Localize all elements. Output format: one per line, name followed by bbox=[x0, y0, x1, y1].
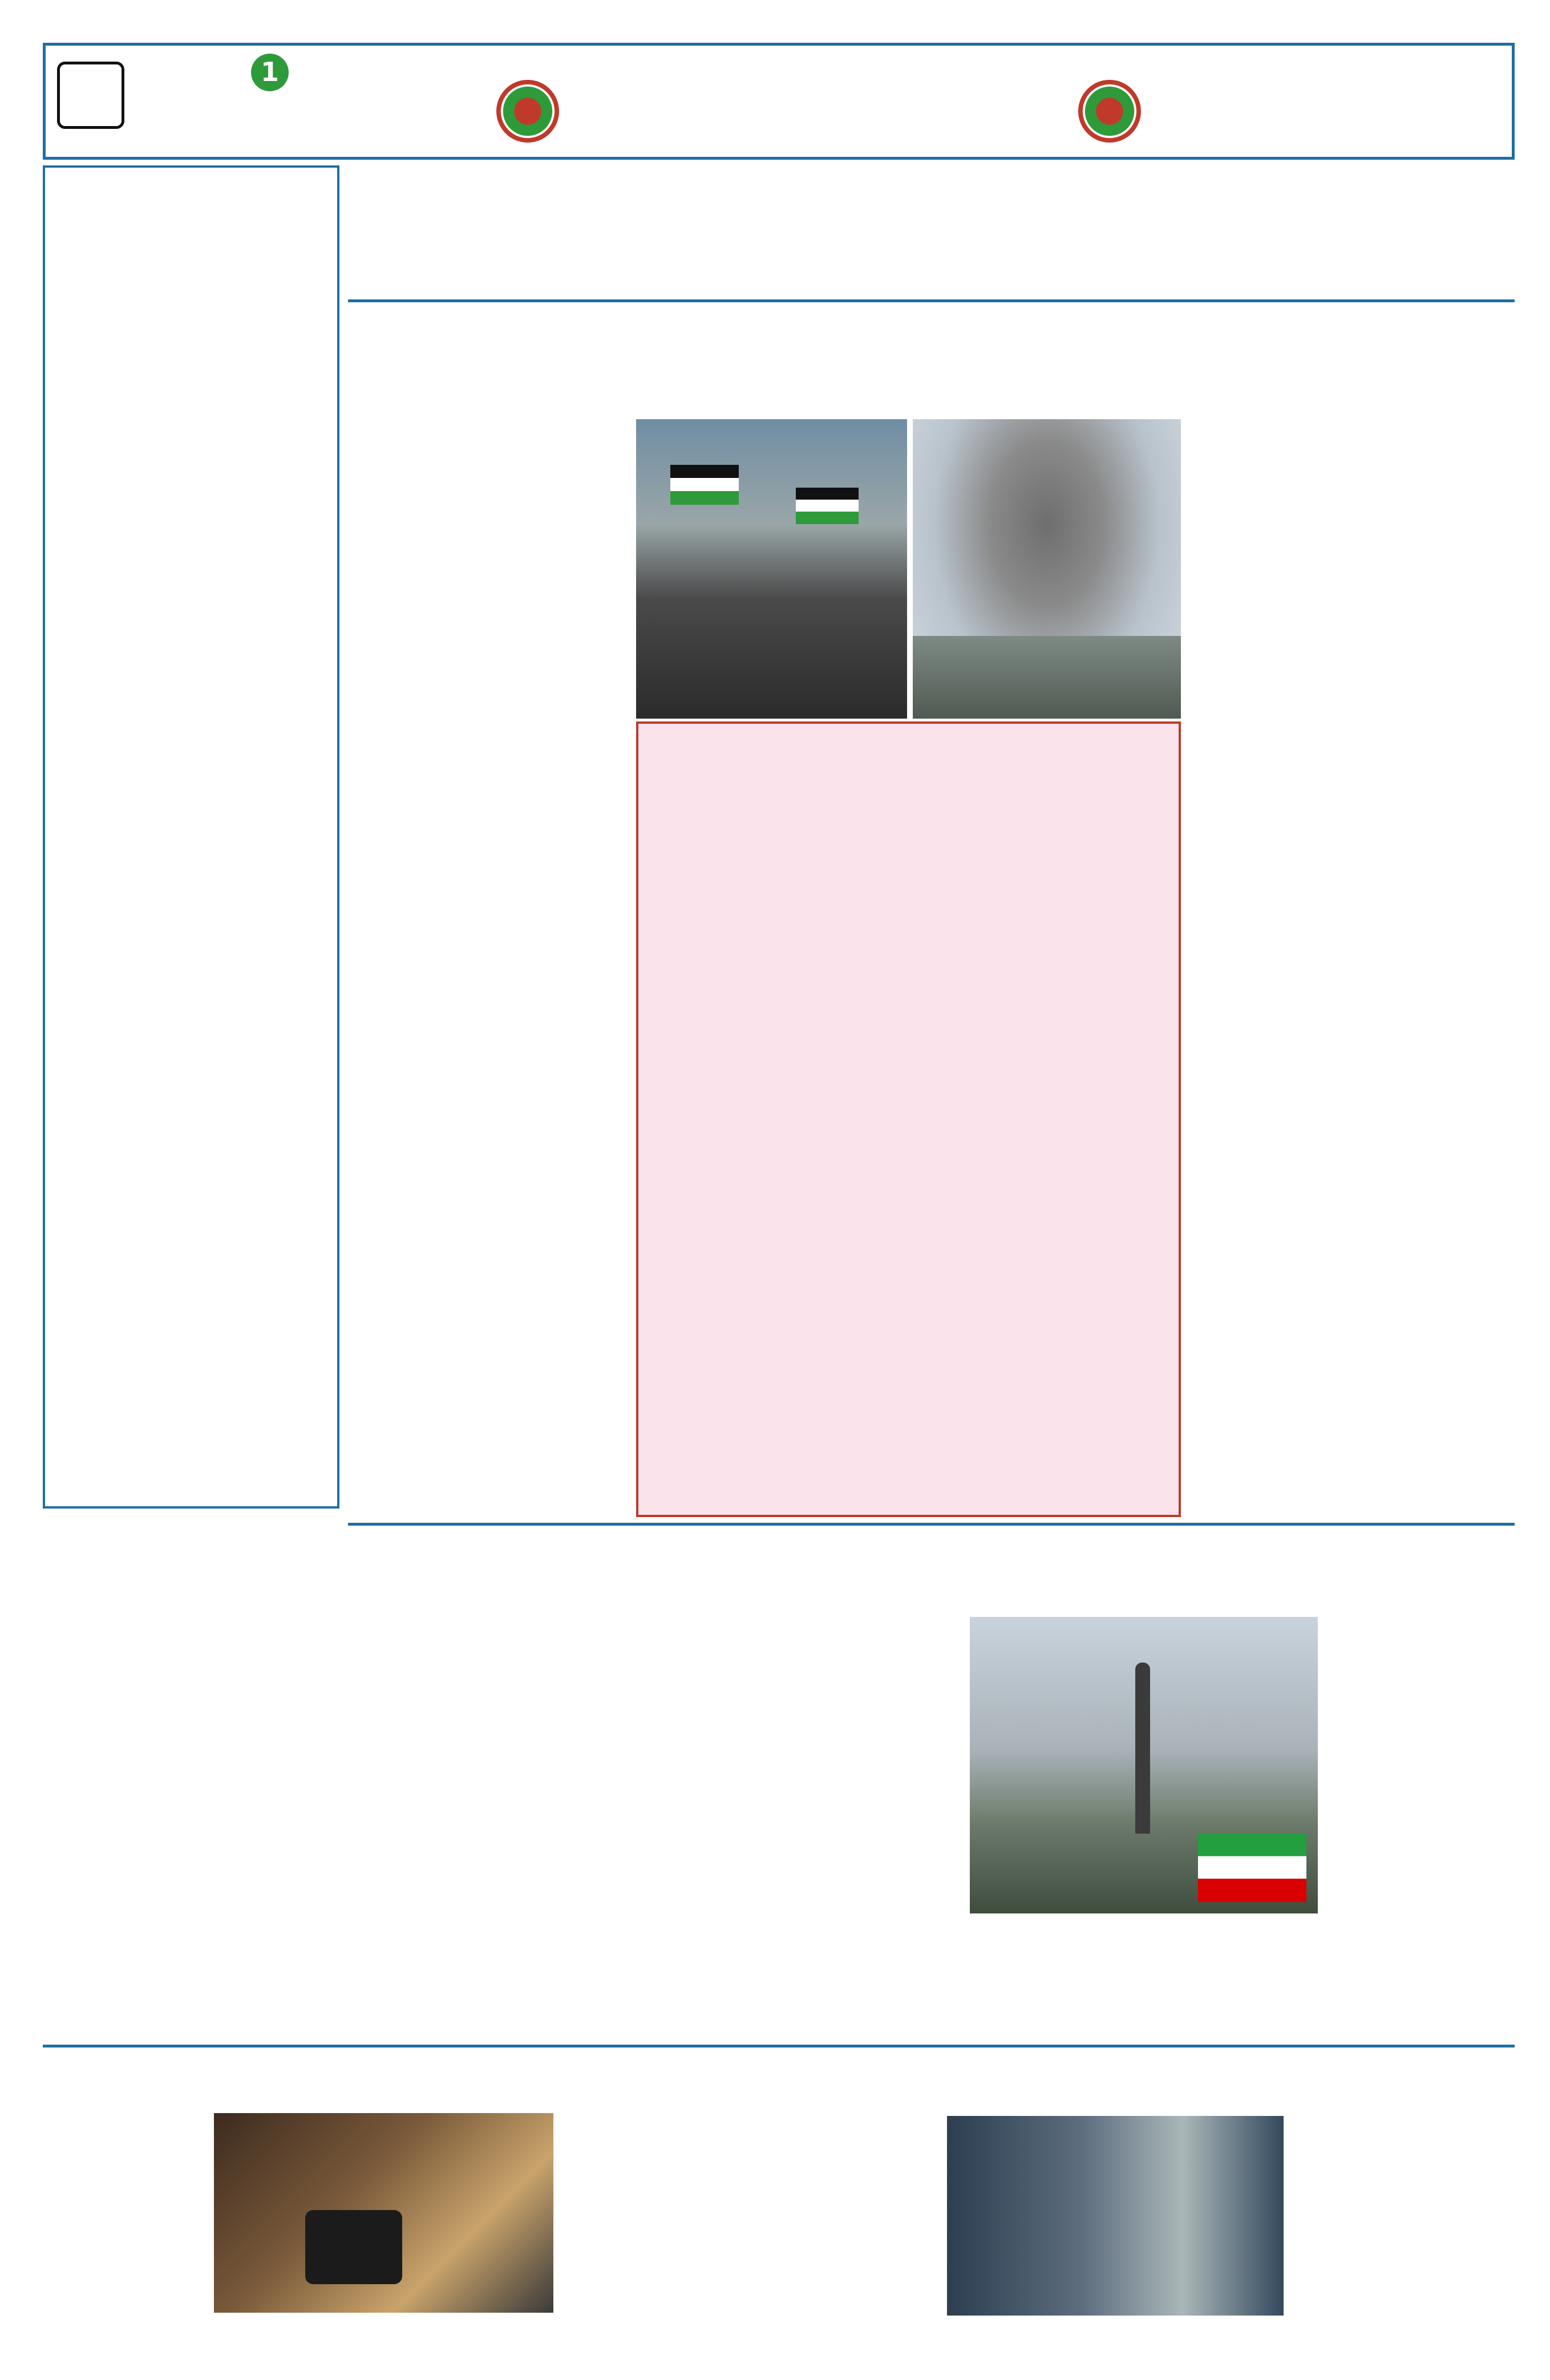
missile-icon bbox=[1135, 1663, 1150, 1834]
mossad-body-right bbox=[559, 2133, 784, 2378]
iran-missile-photo bbox=[970, 1617, 1318, 1913]
sidebar-body-4 bbox=[51, 1384, 331, 1503]
iran-headline bbox=[924, 1531, 1515, 1611]
sidebar-headline-3 bbox=[51, 1086, 331, 1121]
iran-flag-icon bbox=[1198, 1834, 1306, 1902]
lead-photo-smoke bbox=[913, 419, 1181, 719]
lebanon-headline bbox=[348, 1531, 970, 1583]
paper-logo-icon: 1 bbox=[251, 54, 289, 91]
middle-rule bbox=[348, 1523, 1515, 1526]
emblem-right-icon bbox=[1078, 80, 1141, 143]
lower-rule bbox=[43, 2045, 1515, 2047]
sidebar-body-1 bbox=[51, 313, 331, 678]
lead-inset-headline bbox=[645, 730, 1172, 776]
lead-inset-subhead bbox=[645, 779, 1172, 805]
mossad-headline bbox=[43, 2053, 784, 2105]
sidebar-headline-1 bbox=[51, 205, 331, 291]
sidebar-headline-4 bbox=[51, 1329, 331, 1361]
sidebar-body-2 bbox=[51, 787, 331, 1084]
paper-date bbox=[137, 137, 405, 157]
france-body-left bbox=[790, 2116, 941, 2378]
lead-subhead bbox=[348, 319, 1515, 405]
pager-icon bbox=[305, 2210, 402, 2284]
page-number-box bbox=[57, 62, 124, 129]
flag-icon bbox=[796, 488, 859, 524]
iran-body-bottom bbox=[970, 1916, 1318, 2041]
lead-inset-body bbox=[645, 828, 1172, 1510]
lebanon-sub-body bbox=[348, 1682, 650, 2041]
flag-icon bbox=[670, 465, 739, 505]
lead-rule bbox=[348, 299, 1515, 302]
emblem-left-icon bbox=[496, 80, 559, 143]
france-body-right bbox=[1289, 2136, 1515, 2378]
lead-body-left bbox=[348, 419, 630, 1517]
lead-headline bbox=[348, 171, 1515, 285]
sidebar-headline-2 bbox=[51, 679, 331, 764]
sidebar-body-3 bbox=[51, 1142, 331, 1324]
mossad-pager-photo bbox=[214, 2113, 553, 2313]
paper-logo bbox=[137, 90, 405, 136]
mossad-body-left bbox=[46, 2113, 208, 2378]
iran-body-right bbox=[1324, 1636, 1515, 2041]
france-leaders-photo bbox=[947, 2116, 1284, 2316]
section-title-urdu bbox=[1164, 63, 1500, 148]
lead-body-right bbox=[1187, 439, 1515, 1517]
france-headline bbox=[790, 2053, 1515, 2110]
lebanon-sub-headline bbox=[348, 1591, 650, 1660]
lead-photo-protest bbox=[636, 419, 907, 719]
masthead bbox=[43, 43, 1515, 160]
lebanon-body bbox=[656, 1611, 964, 2041]
